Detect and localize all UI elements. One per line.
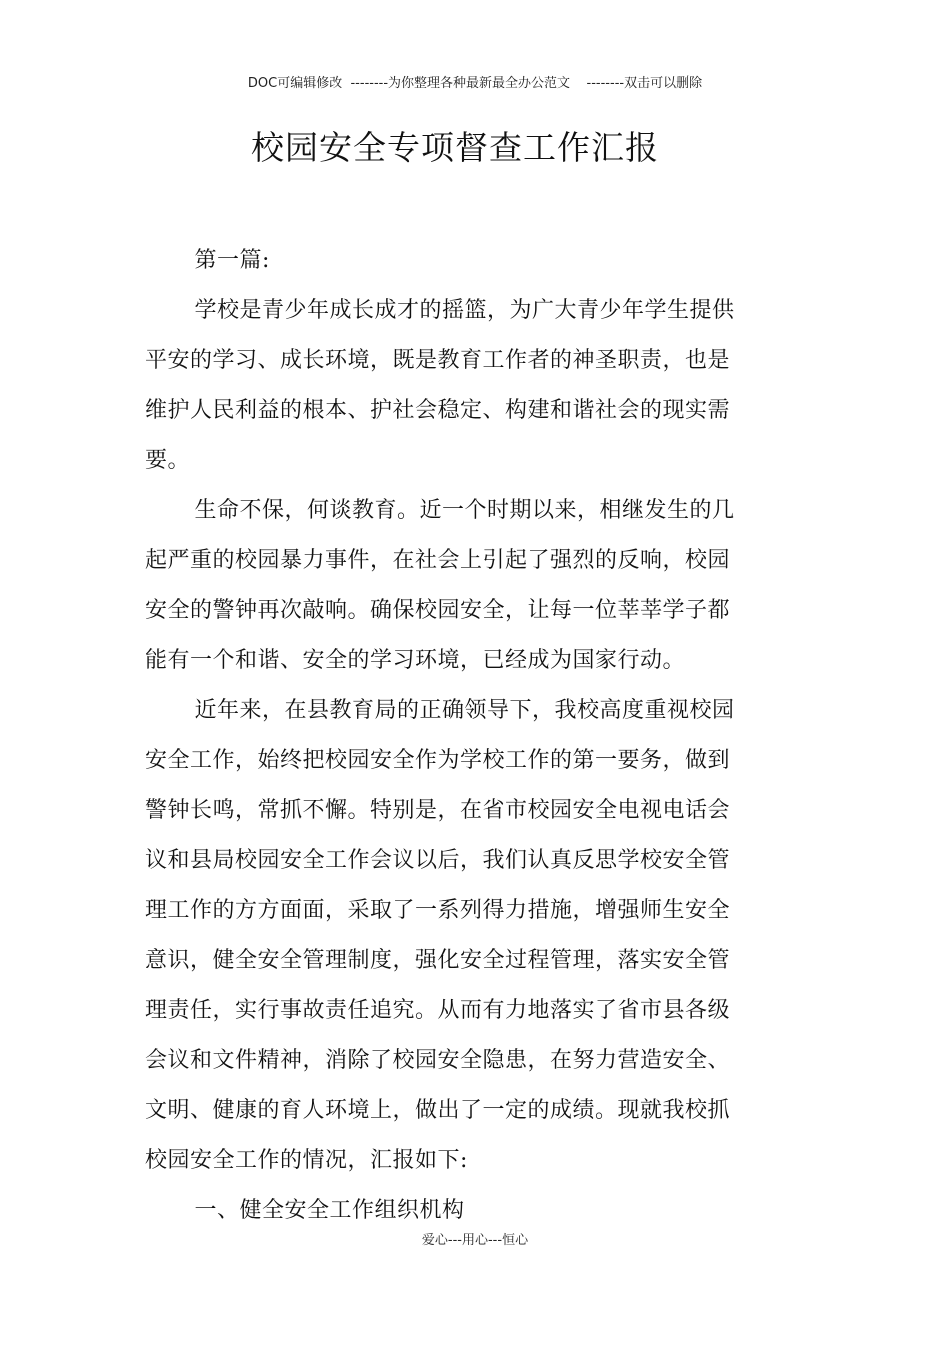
document-body — [145, 236, 745, 1236]
page-header: DOC可编辑修改 --------为你整理各种最新最全办公范文 --------双击可以删除 — [247, 76, 703, 91]
paragraph: 生命不保，何谈教育。近一个时期以来，相继发生的几起严重的校园暴力事件，在社会上引起了强烈的反响，校园安全的警钟再次敲响。确保校园安全，让每一位莘莘学子都能有一个和谐、安全的学习环境，已经成为国家行动。 — [145, 498, 735, 673]
section-heading: 一、健全安全工作组织机构 — [194, 1198, 465, 1223]
paragraph: 近年来，在县教育局的正确领导下，我校高度重视校园安全工作，始终把校园安全作为学校工作的第一要务，做到警钟长鸣，常抓不懈。特别是，在省市校园安全电视电话会议和县局校园安全工作会议以后，我们认真反思学校安全管理工作的方方面面，采取了一系列得力措施，增强师生安全意识，健全安全管理制度，强化安全过程管理，落实安全管理责任，实行事故责任追究。从而有力地落实了省市县各级会议和文件精神，消除了校园安全隐患，在努力营造安全、文明、健康的育人环境上，做出了一定的成绩。现就我校抓校园安全工作的情况，汇报如下: — [145, 698, 735, 1173]
document-title: 校园安全专项督查工作汇报 — [251, 128, 659, 167]
paragraph-heading: 第一篇: — [194, 248, 270, 273]
paragraph: 学校是青少年成长成才的摇篮，为广大青少年学生提供平安的学习、成长环境，既是教育工作者的神圣职责，也是维护人民利益的根本、护社会稳定、构建和谐社会的现实需要。 — [145, 298, 735, 473]
page-footer: 爱心---用心---恒心 — [421, 1233, 529, 1248]
